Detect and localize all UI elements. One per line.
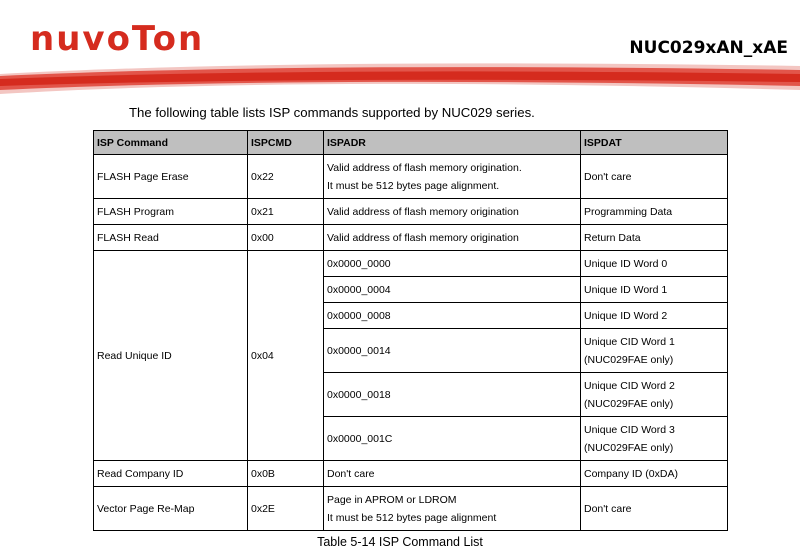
ispadr-line: Valid address of flash memory origination. <box>327 161 522 174</box>
ispdat-cell <box>581 417 728 461</box>
ispdat-cell: Programming Data <box>581 199 728 225</box>
table-row <box>94 487 728 531</box>
table-row <box>94 225 728 251</box>
ispdat-cell: Unique ID Word 1 <box>581 277 728 303</box>
isp-command-cell: FLASH Program <box>94 199 248 225</box>
ispcmd-cell: 0x2E <box>248 487 324 531</box>
ispadr-cell <box>324 487 581 531</box>
ispadr-cell <box>324 155 581 199</box>
ispdat-cell: Return Data <box>581 225 728 251</box>
isp-command-cell: Read Company ID <box>94 461 248 487</box>
ispadr-line: It must be 512 bytes page alignment <box>327 511 497 524</box>
ispdat-line: (NUC029FAE only) <box>584 353 674 366</box>
table-caption: Table 5-14 ISP Command List <box>317 535 483 549</box>
nuvoton-logo: nuvoTon <box>30 19 205 59</box>
table-header-row <box>94 131 728 155</box>
ispadr-cell: 0x0000_001C <box>324 417 581 461</box>
intro-paragraph: The following table lists ISP commands supported by NUC029 series. <box>129 105 535 120</box>
ispadr-cell: Don't care <box>324 461 581 487</box>
ispadr-line: Page in APROM or LDROM <box>327 493 457 506</box>
ispdat-line: (NUC029FAE only) <box>584 397 674 410</box>
ispadr-cell: Valid address of flash memory origination <box>324 225 581 251</box>
ispdat-cell: Don't care <box>581 155 728 199</box>
header-swoosh-graphic <box>0 60 800 95</box>
column-header-ispcmd: ISPCMD <box>248 131 324 155</box>
ispdat-cell: Don't care <box>581 487 728 531</box>
ispcmd-cell: 0x00 <box>248 225 324 251</box>
table-row <box>94 199 728 225</box>
ispdat-line: Unique CID Word 2 <box>584 379 675 392</box>
ispadr-cell: 0x0000_0018 <box>324 373 581 417</box>
ispadr-cell: 0x0000_0014 <box>324 329 581 373</box>
column-header-ispadr: ISPADR <box>324 131 581 155</box>
page-header <box>0 0 800 95</box>
ispcmd-cell: 0x21 <box>248 199 324 225</box>
isp-command-cell: Read Unique ID <box>94 251 248 461</box>
ispdat-cell <box>581 329 728 373</box>
ispadr-cell: 0x0000_0008 <box>324 303 581 329</box>
ispdat-cell <box>581 373 728 417</box>
ispcmd-cell: 0x0B <box>248 461 324 487</box>
ispdat-line: (NUC029FAE only) <box>584 441 674 454</box>
isp-command-cell: FLASH Read <box>94 225 248 251</box>
ispadr-cell: Valid address of flash memory origination <box>324 199 581 225</box>
ispadr-line: It must be 512 bytes page alignment. <box>327 179 500 192</box>
ispcmd-cell: 0x22 <box>248 155 324 199</box>
ispdat-cell: Unique ID Word 0 <box>581 251 728 277</box>
table-row <box>94 251 728 277</box>
table-row <box>94 155 728 199</box>
ispdat-cell: Company ID (0xDA) <box>581 461 728 487</box>
ispdat-line: Unique CID Word 3 <box>584 423 675 436</box>
ispcmd-cell: 0x04 <box>248 251 324 461</box>
table-row <box>94 461 728 487</box>
document-title: NUC029xAN_xAE <box>629 38 788 58</box>
column-header-isp-command: ISP Command <box>94 131 248 155</box>
ispadr-cell: 0x0000_0004 <box>324 277 581 303</box>
isp-command-cell: FLASH Page Erase <box>94 155 248 199</box>
ispdat-line: Unique CID Word 1 <box>584 335 675 348</box>
isp-command-table <box>93 130 728 531</box>
column-header-ispdat: ISPDAT <box>581 131 728 155</box>
ispadr-cell: 0x0000_0000 <box>324 251 581 277</box>
ispdat-cell: Unique ID Word 2 <box>581 303 728 329</box>
isp-command-cell: Vector Page Re-Map <box>94 487 248 531</box>
